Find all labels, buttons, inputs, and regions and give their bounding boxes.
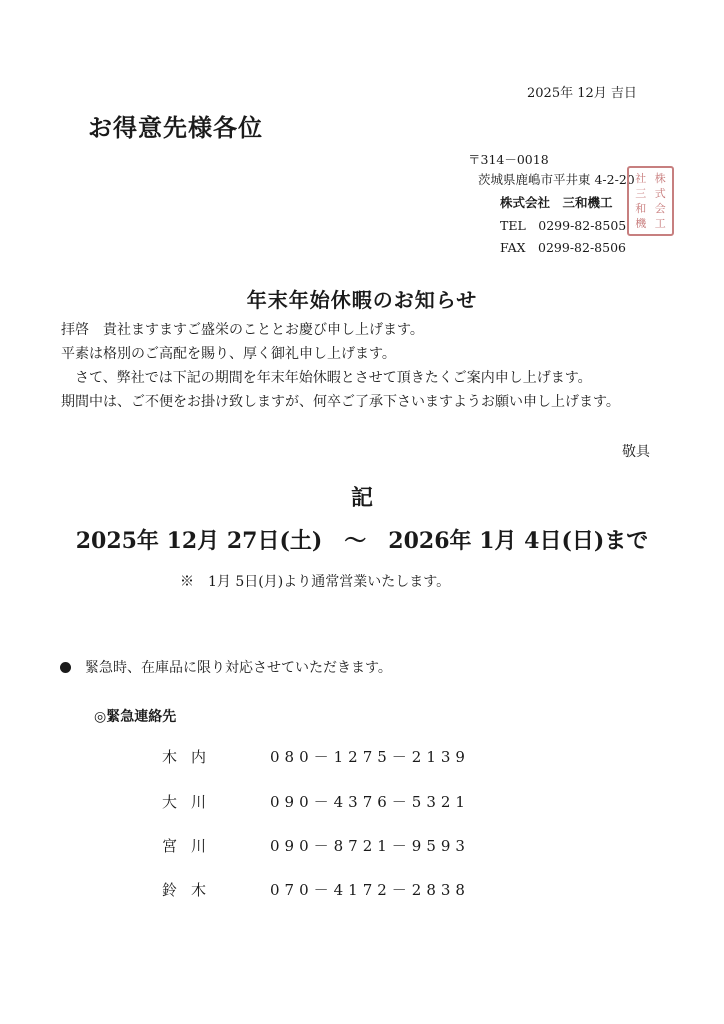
emergency-contacts-heading: ◎緊急連絡先 xyxy=(94,709,177,725)
holiday-period: 2025年 12月 27日(土) ～ 2026年 1月 4日(日)まで xyxy=(75,528,649,554)
seal-char: 機 xyxy=(635,217,647,230)
reopen-note: ※ 1月 5日(月)より通常営業いたします。 xyxy=(180,574,451,590)
emergency-bullet xyxy=(60,657,392,677)
thanks-line: 平素は格別のご高配を賜り、厚く御礼申し上げます。 xyxy=(61,346,396,362)
contact-name: 宮川 xyxy=(162,837,221,855)
seal-char: 会 xyxy=(654,202,666,215)
seal-char: 三 xyxy=(635,187,647,200)
contact-name: 鈴木 xyxy=(162,881,221,899)
bullet-icon xyxy=(60,662,71,673)
company-name: 株式会社 三和機工 xyxy=(500,195,613,210)
notice-title: 年末年始休暇のお知らせ xyxy=(246,288,478,312)
emergency-text: 緊急時、在庫品に限り対応させていただきます。 xyxy=(85,660,392,676)
postal-code: 〒314－0018 xyxy=(468,152,549,167)
contact-row xyxy=(162,879,470,900)
contact-phone: 090－4376－5321 xyxy=(270,793,470,811)
ki-heading: 記 xyxy=(350,485,373,511)
street-address: 茨城県鹿嶋市平井東 4-2-20 xyxy=(478,172,635,187)
seal-char: 和 xyxy=(635,202,647,215)
issue-date: 2025年 12月 吉日 xyxy=(527,86,637,101)
recipient-heading: お得意先様各位 xyxy=(88,113,263,142)
contact-row xyxy=(162,791,470,812)
contact-name: 木内 xyxy=(162,748,221,766)
seal-char: 株 xyxy=(654,172,666,185)
contact-phone: 080－1275－2139 xyxy=(270,748,470,766)
apology-line: 期間中は、ご不便をお掛け致しますが、何卒ご了承下さいますようお願い申し上げます。 xyxy=(61,394,620,410)
company-seal xyxy=(627,166,674,236)
contact-phone: 090－8721－9593 xyxy=(270,837,470,855)
notice-body xyxy=(61,318,661,414)
closing-word: 敬具 xyxy=(622,444,650,460)
phone-number: TEL 0299-82-8505 xyxy=(500,218,627,233)
seal-char: 社 xyxy=(635,172,647,185)
contact-phone: 070－4172－2838 xyxy=(270,881,470,899)
fax-number: FAX 0299-82-8506 xyxy=(500,240,626,255)
announcement-line: さて、弊社では下記の期間を年末年始休暇とさせて頂きたくご案内申し上げます。 xyxy=(75,370,592,386)
seal-char: 式 xyxy=(654,187,666,200)
contact-name: 大川 xyxy=(162,793,221,811)
contact-row xyxy=(162,835,470,856)
contact-row xyxy=(162,746,470,767)
seal-char: 工 xyxy=(654,217,666,230)
greeting-line: 拝啓 貴社ますますご盛栄のこととお慶び申し上げます。 xyxy=(61,322,424,338)
